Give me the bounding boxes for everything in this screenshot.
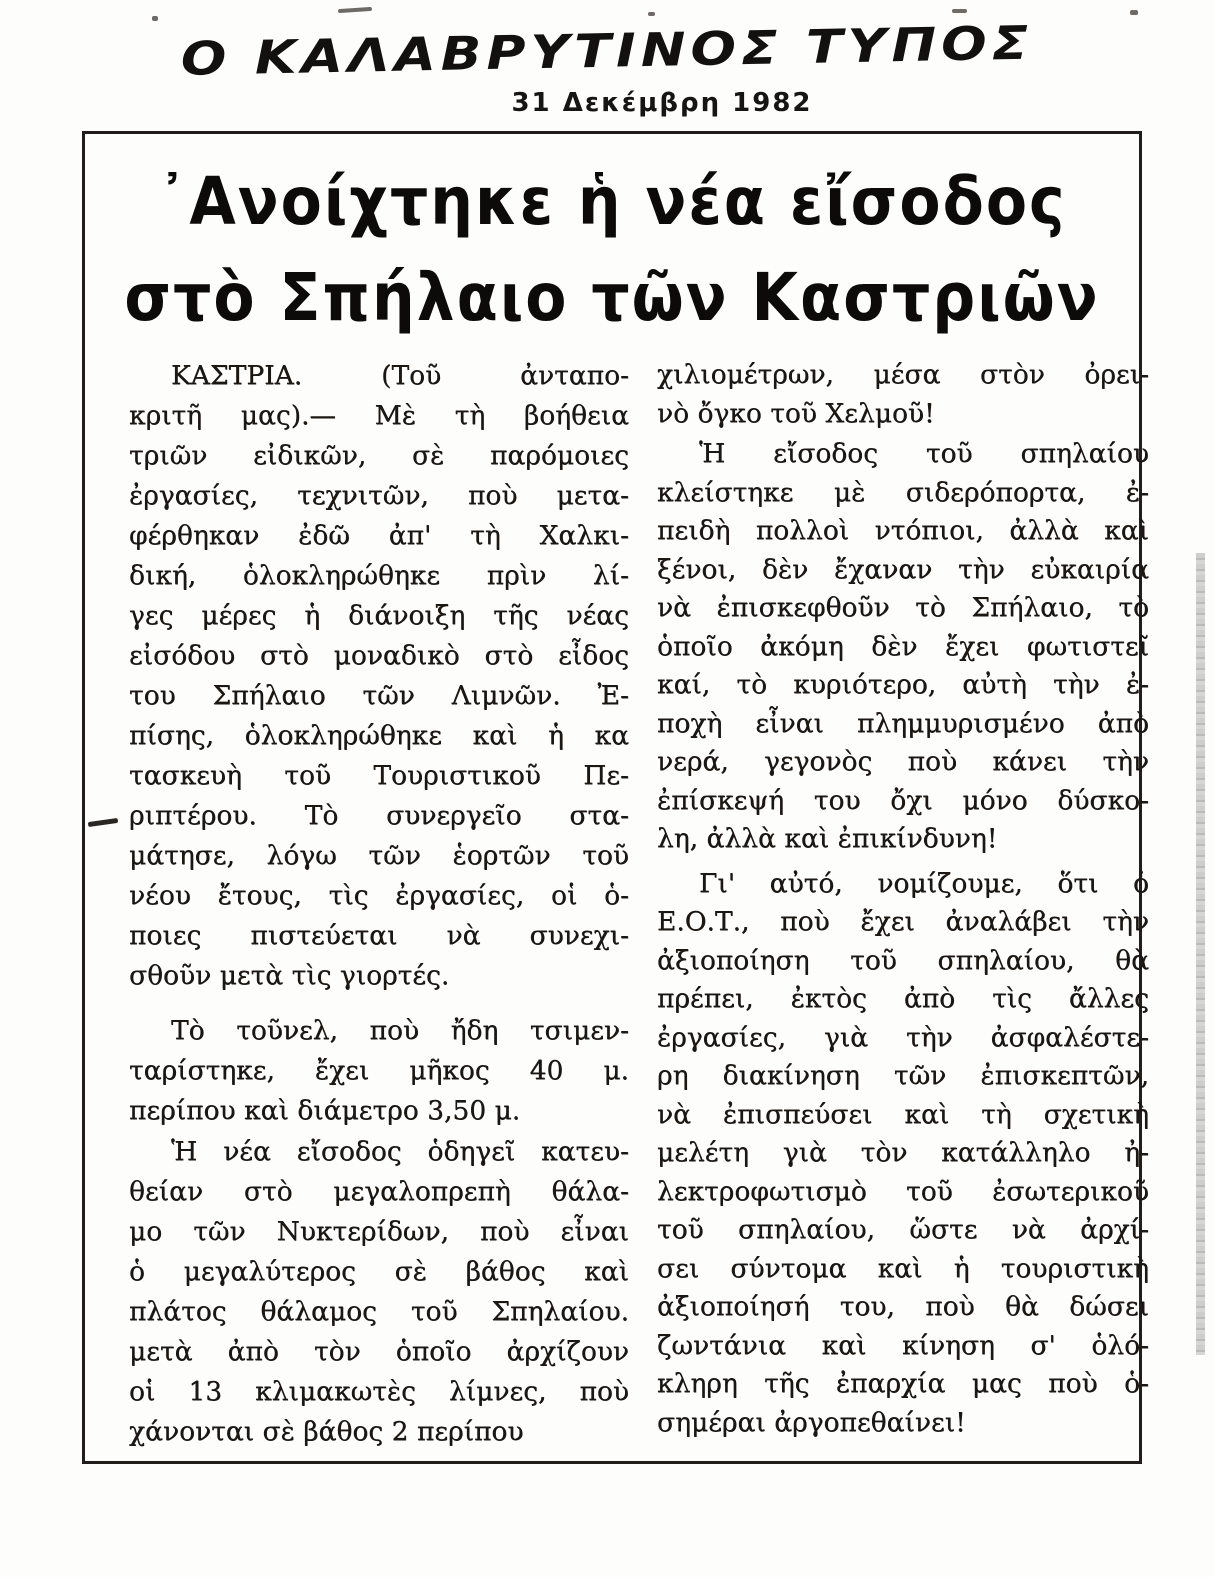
text-line: μο τῶν Νυκτερίδων, ποὺ εἶναι <box>129 1216 629 1247</box>
text-line: καί, τὸ κυριότερο, αὐτὴ τὴν ἐ- <box>657 669 1149 700</box>
text-line: περίπου καὶ διάμετρο 3,50 μ. <box>129 1095 521 1126</box>
text-line: μετὰ ἀπὸ τὸν ὁποῖο ἀρχίζουν <box>129 1336 629 1367</box>
text-line: χάνονται σὲ βάθος 2 περίπου <box>129 1416 524 1447</box>
text-line: ρη διακίνηση τῶν ἐπισκεπτῶν, <box>657 1060 1149 1091</box>
text-line: νὰ ἐπισπεύσει καὶ τὴ σχετικὴ <box>657 1098 1149 1130</box>
text-line: λη, ἀλλὰ καὶ ἐπικίνδυνη! <box>657 823 998 854</box>
text-line: πλάτος θάλαμος τοῦ Σπηλαίου. <box>129 1296 629 1327</box>
text-line: δική, ὁλοκληρώθηκε πρὶν λί- <box>129 560 629 591</box>
article-headline <box>85 154 1139 346</box>
scan-artifact-speck <box>648 12 655 16</box>
paragraph <box>657 356 1149 433</box>
text-line: ὁ μεγαλύτερος σὲ βάθος καὶ <box>129 1256 629 1287</box>
text-line: ποχὴ εἶναι πλημμυρισμένο ἀπὸ <box>657 707 1149 739</box>
text-line: φέρθηκαν ἐδῶ ἀπ' τὴ Χαλκι- <box>129 520 629 551</box>
scan-artifact-speck <box>152 16 158 21</box>
text-line: εἰσόδου στὸ μοναδικὸ στὸ εἶδος <box>129 640 629 671</box>
text-line: ἀξιοποίησή του, ποὺ θὰ δώσει <box>657 1291 1149 1322</box>
text-line: ζωντάνια καὶ κίνηση σ' ὁλό- <box>657 1329 1149 1361</box>
text-line: Ἡ νέα εἴσοδος ὁδηγεῖ κατευ- <box>171 1136 629 1167</box>
text-line: ποιες πιστεύεται νὰ συνεχι- <box>129 920 629 951</box>
paragraph <box>129 356 629 996</box>
text-line: σει σύντομα καὶ ἡ τουριστικὴ <box>657 1252 1149 1284</box>
text-line: Ἡ εἴσοδος τοῦ σπηλαίου <box>699 438 1149 469</box>
scan-artifact-speck <box>1130 10 1138 15</box>
text-line: ἐργασίες, τεχνιτῶν, ποὺ μετα- <box>129 480 629 511</box>
text-line: λεκτροφωτισμὸ τοῦ ἐσωτερικοῦ <box>657 1175 1149 1207</box>
paragraph <box>129 1011 629 1131</box>
text-line: κληρη τῆς ἐπαρχία μας ποὺ ὁ- <box>657 1368 1149 1399</box>
text-line: τασκευὴ τοῦ Τουριστικοῦ Πε- <box>129 760 629 791</box>
text-line: ἐπίσκεψή του ὄχι μόνο δύσκο- <box>657 784 1149 816</box>
text-line: πίσης, ὁλοκληρώθηκε καὶ ἡ κα <box>129 720 629 751</box>
text-line: θείαν στὸ μεγαλοπρεπὴ θάλα- <box>129 1176 629 1207</box>
newspaper-issue-date: 31 Δεκέμβρη 1982 <box>511 88 813 118</box>
text-line: κλείστηκε μὲ σιδερόπορτα, ἐ- <box>657 476 1149 508</box>
text-line: πειδὴ πολλοὶ ντόπιοι, ἀλλὰ καὶ <box>657 515 1149 546</box>
text-line: οἱ 13 κλιμακωτὲς λίμνες, ποὺ <box>129 1376 629 1407</box>
text-line: σημέραι ἀργοπεθαίνει! <box>657 1406 966 1438</box>
text-line: νὸ ὄγκο τοῦ Χελμοῦ! <box>657 397 935 429</box>
text-line: ταρίστηκε, ἔχει μῆκος 40 μ. <box>129 1055 629 1086</box>
paragraph <box>657 435 1149 859</box>
text-line: τριῶν εἰδικῶν, σὲ παρόμοιες <box>129 440 629 471</box>
text-line: Γι' αὐτό, νομίζουμε, ὅτι ὁ <box>699 867 1149 899</box>
headline-line-2: στὸ Σπήλαιο τῶν Καστριῶν <box>124 259 1100 337</box>
text-line: πρέπει, ἐκτὸς ἀπὸ τὶς ἄλλες <box>657 983 1149 1014</box>
text-line: νερά, γεγονὸς ποὺ κάνει τὴν <box>657 746 1149 777</box>
article-border-box <box>82 131 1149 1464</box>
scan-artifact-speck <box>338 7 372 13</box>
text-line: ξένοι, δὲν ἔχαναν τὴν εὐκαιρία <box>657 553 1149 585</box>
text-line: νὰ ἐπισκεφθοῦν τὸ Σπήλαιο, τὸ <box>657 592 1149 623</box>
text-line: ριπτέρου. Τὸ συνεργεῖο στα- <box>129 800 629 831</box>
text-line: ΚΑΣΤΡΙΑ. (Τοῦ ἀνταπο- <box>171 360 629 391</box>
text-line: Τὸ τοῦνελ, ποὺ ἤδη τσιμεν- <box>171 1015 629 1046</box>
text-line: σθοῦν μετὰ τὶς γιορτές. <box>129 960 450 991</box>
text-line: κριτῆ μας).— Μὲ τὴ βοήθεια <box>129 400 629 431</box>
article-column-right <box>657 356 1149 1442</box>
text-line: μελέτη γιὰ τὸν κατάλληλο ἠ- <box>657 1137 1149 1168</box>
article-column-left <box>129 356 629 1452</box>
text-line: Ε.Ο.Τ., ποὺ ἔχει ἀναλάβει τὴν <box>657 906 1149 937</box>
text-line: ἐργασίες, γιὰ τὴν ἀσφαλέστε- <box>657 1021 1149 1053</box>
scan-artifact-speck <box>952 9 967 13</box>
text-line: ὁποῖο ἀκόμη δὲν ἔχει φωτιστεῖ <box>657 630 1149 662</box>
text-line: τοῦ σπηλαίου, ὥστε νὰ ἀρχί- <box>657 1214 1149 1245</box>
headline-line-1: ᾿Ανοίχτηκε ἡ νέα εἴσοδος <box>157 163 1067 241</box>
text-line: ἀξιοποίηση τοῦ σπηλαίου, θὰ <box>657 944 1149 976</box>
newspaper-masthead-title: Ο ΚΑΛΑΒΡΥΤΙΝΟΣ ΤΥΠΟΣ <box>180 16 1034 87</box>
text-line: του Σπήλαιο τῶν Λιμνῶν. Ἐ- <box>129 680 629 711</box>
paragraph <box>129 1132 629 1452</box>
text-line: γες μέρες ἡ διάνοιξη τῆς νέας <box>129 600 629 631</box>
paragraph <box>657 865 1149 1443</box>
text-line: χιλιομέτρων, μέσα στὸν ὀρει- <box>657 359 1149 390</box>
scan-artifact-strip <box>1196 553 1205 1355</box>
text-line: νέου ἔτους, τὶς ἐργασίες, οἱ ὁ- <box>129 880 629 911</box>
text-line: μάτησε, λόγω τῶν ἑορτῶν τοῦ <box>129 840 629 871</box>
